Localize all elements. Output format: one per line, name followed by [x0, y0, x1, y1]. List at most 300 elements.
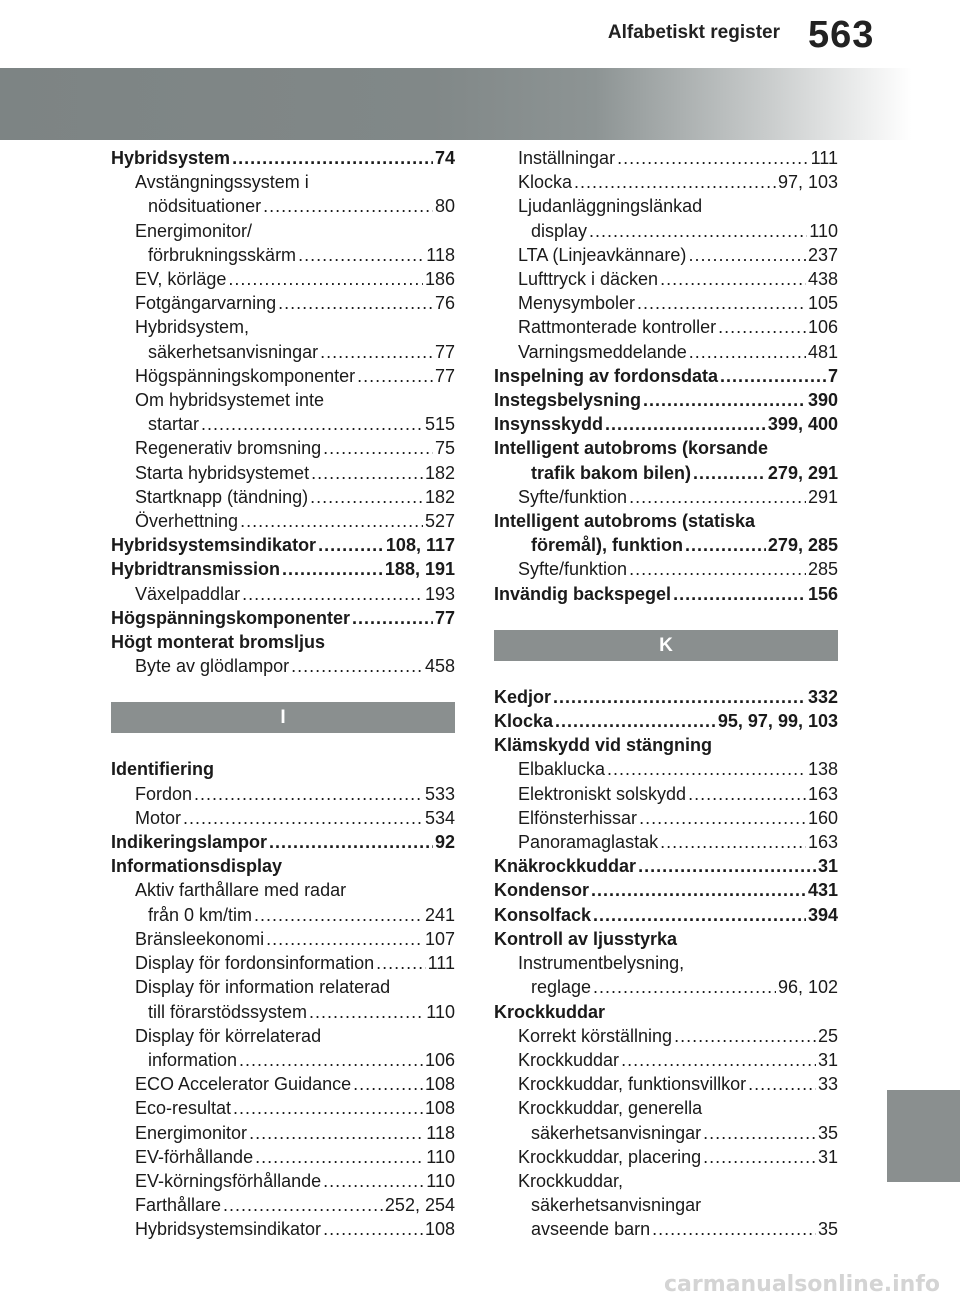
index-entry — [111, 830, 455, 854]
dot-leader — [555, 709, 716, 733]
index-term: Lufttryck i däcken — [518, 269, 659, 290]
page-reference: 111 — [810, 148, 838, 168]
page-reference: 31 — [817, 1146, 838, 1167]
index-term: Krockkuddar, — [518, 1170, 624, 1191]
page-reference: 138 — [807, 759, 838, 780]
page-reference: 75 — [434, 438, 455, 459]
index-term: Bränsleekonomi — [135, 928, 265, 949]
index-term: Fordon — [135, 783, 193, 804]
page-reference: 31 — [817, 1049, 838, 1070]
dot-leader — [255, 1145, 424, 1169]
page-reference: 77 — [434, 341, 455, 362]
index-subentry — [494, 1193, 838, 1217]
index-term: Varningsmeddelande — [518, 341, 687, 362]
index-term: Invändig backspegel — [494, 583, 672, 604]
dot-leader — [282, 557, 383, 581]
page-reference: 291 — [807, 486, 838, 507]
dot-leader — [263, 194, 433, 218]
page-reference: 163 — [807, 783, 838, 804]
index-entry — [494, 903, 838, 927]
dot-leader — [574, 170, 776, 194]
page-reference: 35 — [817, 1219, 838, 1240]
index-term: Kondensor — [494, 880, 590, 901]
index-subentry — [494, 267, 838, 291]
page-reference: 279, 291 — [767, 462, 838, 483]
page-reference: 182 — [424, 486, 455, 507]
index-term: startar — [148, 414, 200, 435]
index-term: Korrekt körställning — [518, 1025, 673, 1046]
dot-leader — [605, 412, 766, 436]
dot-leader — [652, 1217, 816, 1241]
page-reference: 111 — [427, 953, 455, 974]
index-entry — [494, 854, 838, 878]
page-reference: 332 — [807, 686, 838, 707]
index-entry — [494, 685, 838, 709]
page-reference: 193 — [424, 583, 455, 604]
index-term: Byte av glödlampor — [135, 656, 290, 677]
dot-leader — [269, 830, 433, 854]
header-gradient-band — [0, 68, 960, 140]
index-subentry — [494, 146, 838, 170]
index-subentry — [111, 951, 455, 975]
index-term: Startknapp (tändning) — [135, 486, 309, 507]
page-reference: 107 — [424, 928, 455, 949]
dot-leader — [183, 806, 423, 830]
page-reference: 7 — [827, 365, 838, 386]
index-subentry — [494, 340, 838, 364]
index-term: Kedjor — [494, 686, 552, 707]
index-term: från 0 km/tim — [148, 904, 253, 925]
index-term: Intelligent autobroms (korsande — [494, 438, 769, 459]
dot-leader — [323, 1169, 424, 1193]
index-subentry — [494, 1024, 838, 1048]
dot-leader — [239, 1048, 423, 1072]
index-term: Elbaklucka — [518, 759, 606, 780]
index-subentry — [111, 509, 455, 533]
index-subentry — [494, 219, 838, 243]
index-term: Aktiv farthållare med radar — [135, 880, 347, 901]
index-term: Hybridsystem, — [135, 317, 250, 338]
index-subentry — [494, 830, 838, 854]
index-term: Farthållare — [135, 1195, 222, 1216]
page-reference: 95, 97, 99, 103 — [717, 711, 838, 732]
index-term: Avstängningssystem i — [135, 172, 309, 193]
index-subentry — [111, 582, 455, 606]
index-term: Elfönsterhissar — [518, 807, 638, 828]
index-term: Eco-resultat — [135, 1098, 232, 1119]
index-term: Växelpaddlar — [135, 583, 241, 604]
page-reference: 33 — [817, 1074, 838, 1095]
page-reference: 106 — [424, 1049, 455, 1070]
index-term: Knäkrockkuddar — [494, 856, 637, 877]
index-term: Instrumentbelysning, — [518, 953, 685, 974]
index-term: nödsituationer — [148, 196, 262, 217]
index-subentry — [494, 194, 838, 218]
index-term: Syfte/funktion — [518, 559, 628, 580]
index-term: Klocka — [494, 711, 554, 732]
page-reference: 481 — [807, 341, 838, 362]
dot-leader — [703, 1145, 816, 1169]
index-subentry — [111, 194, 455, 218]
index-subentry — [111, 267, 455, 291]
index-entry — [111, 606, 455, 630]
index-term: till förarstödssystem — [148, 1001, 308, 1022]
index-subentry — [494, 1121, 838, 1145]
index-term: Ljudanläggningslänkad — [518, 196, 703, 217]
page-number: 563 — [808, 14, 875, 56]
index-term: Display för information relaterad — [135, 977, 391, 998]
index-subentry — [111, 364, 455, 388]
page-reference: 431 — [807, 880, 838, 901]
page-reference: 108, 117 — [385, 535, 455, 556]
index-subentry — [111, 782, 455, 806]
dot-leader — [660, 830, 806, 854]
dot-leader — [310, 485, 423, 509]
dot-leader — [232, 146, 433, 170]
index-term: Indikeringslampor — [111, 832, 268, 853]
dot-leader — [638, 854, 816, 878]
index-term: Högt monterat bromsljus — [111, 632, 326, 653]
page-reference: 31 — [817, 856, 838, 877]
index-entry — [111, 146, 455, 170]
index-term: LTA (Linjeavkännare) — [518, 244, 687, 265]
index-subentry — [111, 1072, 455, 1096]
index-term: Energimonitor/ — [135, 220, 253, 241]
dot-leader — [685, 533, 766, 557]
index-subentry — [494, 1169, 838, 1193]
index-term: Display för körrelaterad — [135, 1025, 322, 1046]
index-column-left — [111, 146, 455, 1242]
index-term: reglage — [531, 977, 592, 998]
dot-leader — [693, 461, 766, 485]
page-reference: 160 — [807, 807, 838, 828]
index-subentry — [111, 903, 455, 927]
dot-leader — [674, 1024, 816, 1048]
index-subentry — [494, 1048, 838, 1072]
index-entry — [494, 733, 838, 757]
page-reference: 527 — [424, 511, 455, 532]
dot-leader — [660, 267, 806, 291]
index-subentry — [111, 1096, 455, 1120]
index-term: EV, körläge — [135, 269, 227, 290]
dot-leader — [352, 606, 433, 630]
index-subentry — [111, 412, 455, 436]
dot-leader — [376, 951, 426, 975]
index-entry — [494, 709, 838, 733]
page-reference: 110 — [426, 1170, 455, 1191]
index-term: Energimonitor — [135, 1122, 248, 1143]
dot-leader — [639, 806, 806, 830]
index-term: Rattmonterade kontroller — [518, 317, 717, 338]
index-subentry — [111, 927, 455, 951]
index-term: säkerhetsanvisningar — [531, 1195, 702, 1216]
page-reference: 399, 400 — [767, 414, 838, 435]
index-term: Klämskydd vid stängning — [494, 735, 713, 756]
page-reference: 76 — [434, 293, 455, 314]
index-entry — [494, 436, 838, 460]
page-reference: 438 — [807, 269, 838, 290]
page-reference: 25 — [817, 1025, 838, 1046]
index-subentry — [111, 219, 455, 243]
page-reference: 108 — [424, 1074, 455, 1095]
page-reference: 533 — [424, 783, 455, 804]
index-subentry — [494, 1072, 838, 1096]
dot-leader — [629, 557, 806, 581]
index-subentry — [494, 315, 838, 339]
page-reference: 92 — [434, 832, 455, 853]
page-reference: 74 — [434, 148, 455, 168]
page-reference: 515 — [424, 414, 455, 435]
page-reference: 394 — [807, 904, 838, 925]
index-letter-heading: K — [494, 630, 838, 661]
dot-leader — [607, 757, 806, 781]
page-reference: 118 — [426, 244, 455, 265]
index-term: Inställningar — [518, 148, 616, 168]
index-subentry — [494, 782, 838, 806]
index-subentry — [111, 1169, 455, 1193]
index-term: Insynsskydd — [494, 414, 604, 435]
dot-leader — [291, 654, 423, 678]
page-reference: 186 — [424, 269, 455, 290]
index-subentry — [111, 1024, 455, 1048]
index-entry — [111, 854, 455, 878]
dot-leader — [591, 878, 806, 902]
index-column-right — [494, 146, 838, 1242]
index-term: Klocka — [518, 172, 573, 193]
index-term: Kontroll av ljusstyrka — [494, 928, 678, 949]
page-reference: 118 — [426, 1122, 455, 1143]
dot-leader — [240, 509, 423, 533]
index-subentry — [494, 557, 838, 581]
index-entry — [111, 757, 455, 781]
index-term: Starta hybridsystemet — [135, 462, 310, 483]
index-term: Hybridsystem — [111, 148, 231, 168]
index-term: Krockkuddar — [518, 1049, 620, 1070]
index-subentry — [494, 485, 838, 509]
index-term: Syfte/funktion — [518, 486, 628, 507]
page-reference: 77 — [434, 607, 455, 628]
index-subentry — [111, 388, 455, 412]
page-reference: 285 — [807, 559, 838, 580]
index-subentry — [111, 975, 455, 999]
dot-leader — [688, 782, 806, 806]
dot-leader — [194, 782, 423, 806]
index-term: Krockkuddar — [494, 1001, 606, 1022]
index-term: Regenerativ bromsning — [135, 438, 322, 459]
index-term: Om hybridsystemet inte — [135, 390, 325, 411]
index-term: Motor — [135, 807, 182, 828]
dot-leader — [589, 219, 807, 243]
index-term: Hybridsystemsindikator — [111, 535, 317, 556]
index-term: Hybridtransmission — [111, 559, 281, 580]
page-reference: 97, 103 — [777, 172, 838, 193]
page-reference: 279, 285 — [767, 535, 838, 556]
index-term: display — [531, 220, 588, 241]
dot-leader — [298, 243, 424, 267]
index-term: trafik bakom bilen) — [531, 462, 692, 483]
index-entry — [494, 533, 838, 557]
dot-leader — [323, 1217, 423, 1241]
index-entry — [494, 364, 838, 388]
page-reference: 80 — [434, 196, 455, 217]
index-subentry — [494, 1217, 838, 1241]
dot-leader — [201, 412, 423, 436]
index-term: Inspelning av fordonsdata — [494, 365, 719, 386]
dot-leader — [689, 340, 806, 364]
index-subentry — [111, 315, 455, 339]
index-term: Elektroniskt solskydd — [518, 783, 687, 804]
index-subentry — [111, 340, 455, 364]
dot-leader — [357, 364, 433, 388]
page-reference: 96, 102 — [777, 977, 838, 998]
dot-leader — [720, 364, 826, 388]
index-subentry — [111, 1217, 455, 1241]
page-reference: 156 — [807, 583, 838, 604]
dot-leader — [223, 1193, 383, 1217]
index-subentry — [494, 757, 838, 781]
page-reference: 390 — [807, 390, 838, 411]
index-term: Krockkuddar, placering — [518, 1146, 702, 1167]
index-term: Panoramaglastak — [518, 832, 659, 853]
index-subentry — [111, 436, 455, 460]
dot-leader — [718, 315, 806, 339]
index-term: Menysymboler — [518, 293, 636, 314]
dot-leader — [643, 388, 806, 412]
index-term: föremål), funktion — [531, 535, 683, 556]
index-term: Display för fordonsinformation — [135, 953, 375, 974]
dot-leader — [318, 533, 384, 557]
page-reference: 237 — [807, 244, 838, 265]
index-entry — [494, 388, 838, 412]
dot-leader — [703, 1121, 816, 1145]
dot-leader — [266, 927, 423, 951]
index-subentry — [494, 1145, 838, 1169]
dot-leader — [309, 1000, 424, 1024]
index-term: Överhettning — [135, 511, 239, 532]
dot-leader — [673, 582, 806, 606]
index-term: ECO Accelerator Guidance — [135, 1074, 352, 1095]
index-term: Konsolfack — [494, 904, 592, 925]
dot-leader — [688, 243, 806, 267]
page-reference: 110 — [809, 220, 838, 241]
index-term: Instegsbelysning — [494, 390, 642, 411]
page-title: Alfabetiskt register — [607, 22, 780, 43]
dot-leader — [637, 291, 806, 315]
dot-leader — [323, 436, 433, 460]
index-term: förbrukningsskärm — [148, 244, 297, 265]
index-entry — [494, 582, 838, 606]
dot-leader — [254, 903, 423, 927]
index-term: Hybridsystemsindikator — [135, 1219, 322, 1240]
index-term: säkerhetsanvisningar — [148, 341, 319, 362]
page-reference: 108 — [424, 1098, 455, 1119]
index-subentry — [111, 243, 455, 267]
dot-leader — [621, 1048, 816, 1072]
index-term: Identifiering — [111, 759, 214, 780]
index-term: EV-körningsförhållande — [135, 1170, 322, 1191]
index-entry — [494, 461, 838, 485]
dot-leader — [353, 1072, 423, 1096]
index-entry — [494, 509, 838, 533]
index-subentry — [111, 1048, 455, 1072]
index-term: Informationsdisplay — [111, 856, 283, 877]
page-reference: 77 — [434, 365, 455, 386]
index-term: Intelligent autobroms (statiska — [494, 511, 756, 532]
page-reference: 106 — [807, 317, 838, 338]
index-subentry — [111, 878, 455, 902]
index-entry — [494, 412, 838, 436]
index-term: Krockkuddar, funktionsvillkor — [518, 1074, 747, 1095]
dot-leader — [278, 291, 433, 315]
page-reference: 110 — [426, 1001, 455, 1022]
dot-leader — [553, 685, 806, 709]
index-letter-heading: I — [111, 702, 455, 733]
page-reference: 105 — [807, 293, 838, 314]
page-reference: 163 — [807, 832, 838, 853]
index-subentry — [111, 1121, 455, 1145]
dot-leader — [311, 461, 423, 485]
index-entry — [111, 630, 455, 654]
index-subentry — [494, 243, 838, 267]
dot-leader — [748, 1072, 816, 1096]
index-subentry — [111, 806, 455, 830]
index-subentry — [494, 975, 838, 999]
dot-leader — [228, 267, 423, 291]
page-reference: 458 — [424, 656, 455, 677]
index-subentry — [494, 1096, 838, 1120]
dot-leader — [593, 903, 806, 927]
index-subentry — [111, 291, 455, 315]
index-term: EV-förhållande — [135, 1146, 254, 1167]
page-reference: 182 — [424, 462, 455, 483]
index-subentry — [111, 461, 455, 485]
index-subentry — [494, 291, 838, 315]
page-reference: 35 — [817, 1122, 838, 1143]
dot-leader — [593, 975, 776, 999]
index-entry — [494, 927, 838, 951]
index-subentry — [494, 806, 838, 830]
dot-leader — [320, 340, 433, 364]
index-entry — [111, 533, 455, 557]
index-subentry — [111, 170, 455, 194]
dot-leader — [242, 582, 423, 606]
dot-leader — [249, 1121, 424, 1145]
index-term: säkerhetsanvisningar — [531, 1122, 702, 1143]
index-term: Fotgängarvarning — [135, 293, 277, 314]
index-term: avseende barn — [531, 1219, 651, 1240]
page-reference: 252, 254 — [384, 1195, 455, 1216]
index-term: Krockkuddar, generella — [518, 1098, 703, 1119]
page-reference: 110 — [426, 1146, 455, 1167]
dot-leader — [629, 485, 806, 509]
index-entry — [494, 878, 838, 902]
watermark: carmanualsonline.info — [664, 1272, 940, 1297]
index-term: Högspänningskomponenter — [111, 607, 351, 628]
index-subentry — [111, 1000, 455, 1024]
index-entry — [494, 1000, 838, 1024]
index-subentry — [111, 1193, 455, 1217]
dot-leader — [233, 1096, 423, 1120]
page-reference: 241 — [424, 904, 455, 925]
index-subentry — [494, 170, 838, 194]
page-reference: 188, 191 — [384, 559, 455, 580]
index-subentry — [111, 654, 455, 678]
index-entry — [111, 557, 455, 581]
index-term: information — [148, 1049, 238, 1070]
index-subentry — [111, 1145, 455, 1169]
dot-leader — [617, 146, 809, 170]
index-subentry — [494, 951, 838, 975]
